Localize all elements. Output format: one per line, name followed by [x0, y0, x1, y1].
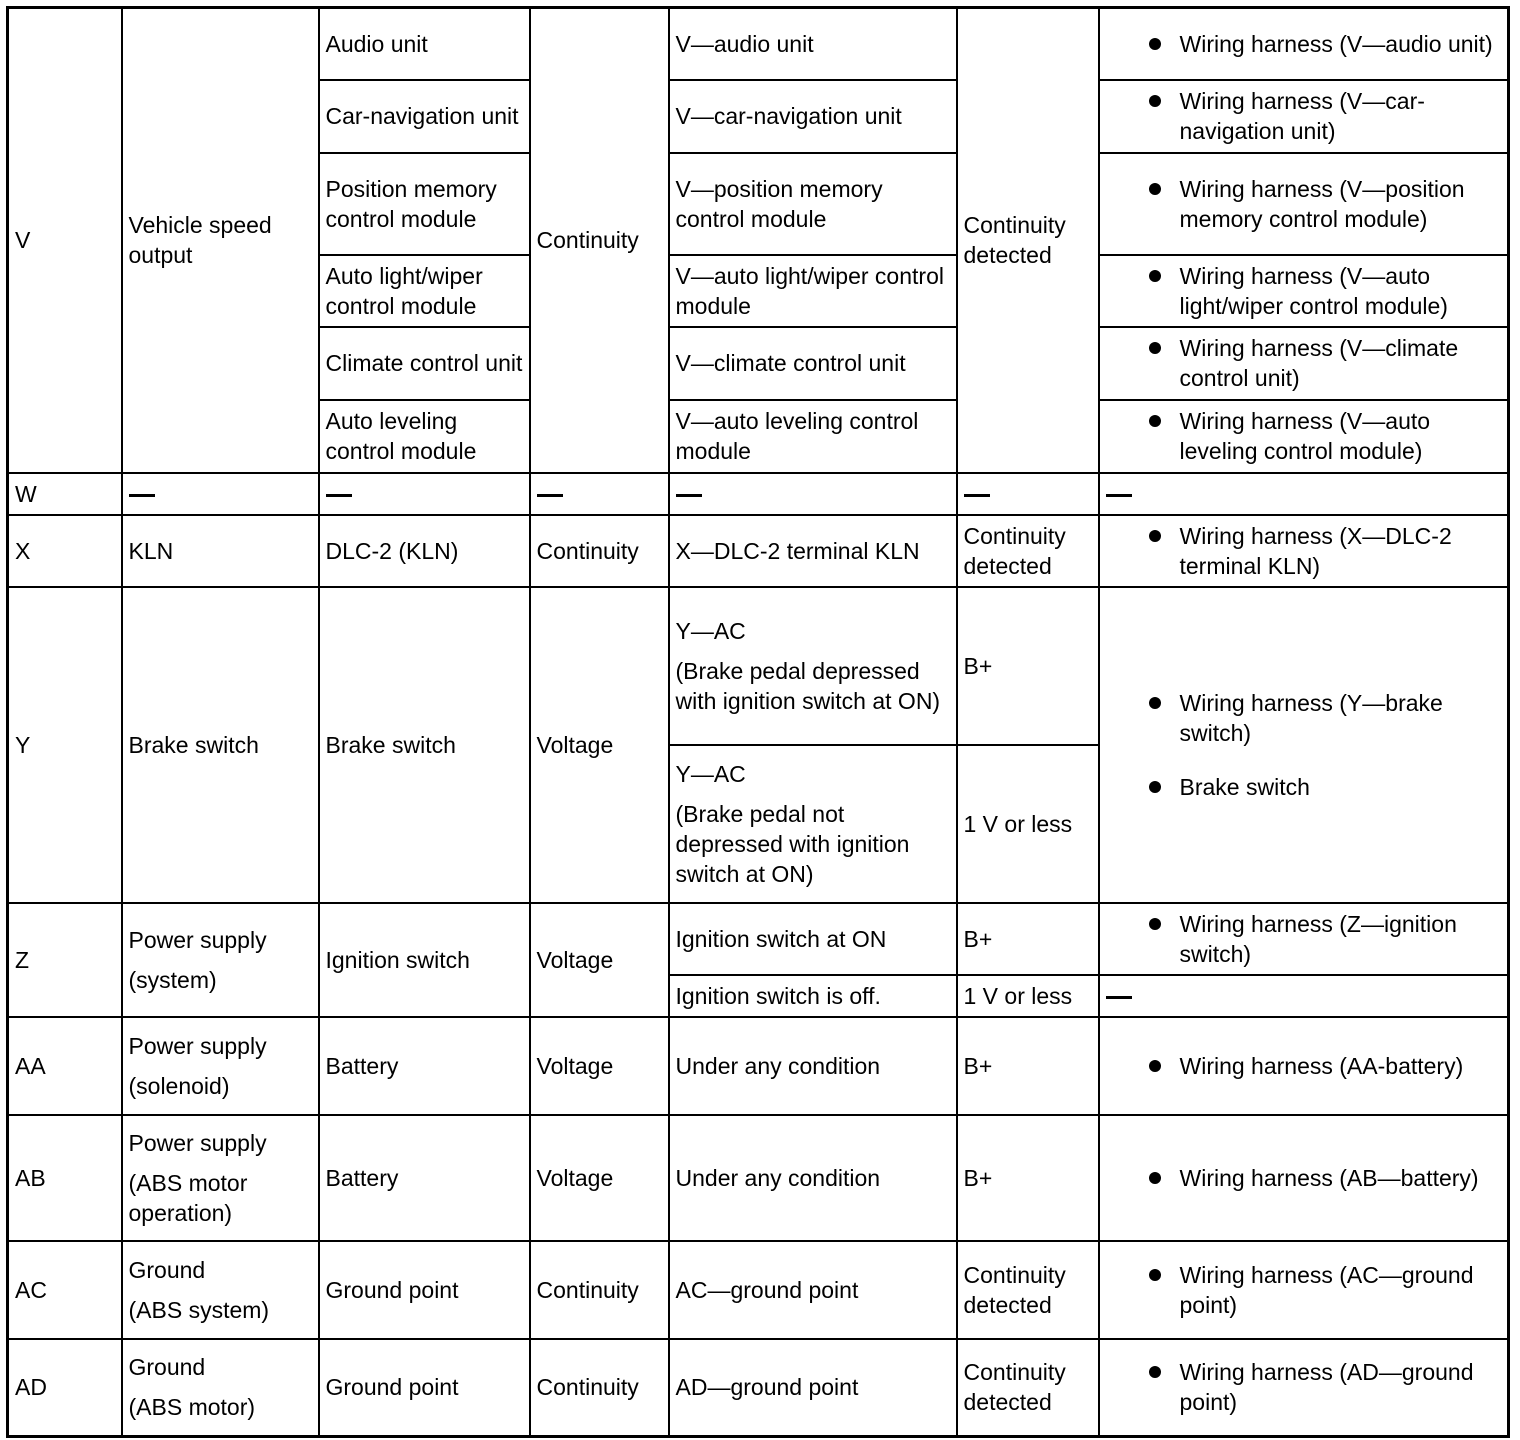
action-item: Wiring harness (V—car-navigation unit): [1106, 86, 1502, 146]
action-cell: [1099, 400, 1509, 473]
action-cell: [1099, 515, 1509, 587]
connected-to-cell: [319, 473, 530, 515]
table-row-ac: [8, 1241, 1509, 1339]
dash-mark: [1106, 983, 1132, 1009]
condition-cell: V—auto leveling control module: [669, 400, 957, 473]
action-item: Wiring harness (V—audio unit): [1106, 29, 1502, 59]
condition-line: Y—AC: [675, 760, 746, 787]
action-cell: [1099, 327, 1509, 400]
condition-cell: Under any condition: [669, 1017, 957, 1115]
action-item: Wiring harness (AD—ground point): [1106, 1357, 1502, 1417]
signal-note: (ABS motor operation): [128, 1169, 248, 1226]
terminal-cell: X: [8, 515, 122, 587]
signal-cell: Brake switch: [122, 587, 319, 903]
condition-cell: Ignition switch at ON: [669, 903, 957, 975]
action-item: Wiring harness (Z—ignition switch): [1106, 909, 1502, 969]
action-item: Wiring harness (Y—brake switch): [1106, 688, 1502, 748]
correct-result-cell: [957, 473, 1099, 515]
action-cell: [1099, 1115, 1509, 1241]
table-row-aa: [8, 1017, 1509, 1115]
test-item-cell: Continuity: [530, 515, 669, 587]
condition-cell: [669, 587, 957, 745]
action-cell: [1099, 975, 1509, 1017]
terminal-cell: AB: [8, 1115, 122, 1241]
table-row-y: [8, 587, 1509, 745]
condition-cell: [669, 745, 957, 903]
condition-cell: V—car-navigation unit: [669, 80, 957, 153]
test-item-cell: Continuity: [530, 8, 669, 473]
signal-cell: [122, 1017, 319, 1115]
signal-cell: Vehicle speed output: [122, 8, 319, 473]
action-item: Wiring harness (V—climate control unit): [1106, 333, 1502, 393]
action-item: Wiring harness (AB—battery): [1106, 1163, 1502, 1193]
test-item-cell: Continuity: [530, 1339, 669, 1437]
test-item-cell: Voltage: [530, 1017, 669, 1115]
condition-cell: V—climate control unit: [669, 327, 957, 400]
condition-cell: [669, 473, 957, 515]
dash-mark: [1106, 481, 1132, 507]
signal-line: Power supply: [128, 1129, 267, 1156]
connected-to-cell: Ignition switch: [319, 903, 530, 1017]
terminal-cell: AC: [8, 1241, 122, 1339]
action-cell: [1099, 903, 1509, 975]
action-item: Wiring harness (X—DLC-2 terminal KLN): [1106, 521, 1502, 581]
correct-result-cell: Continuity detected: [957, 1241, 1099, 1339]
test-item-cell: [530, 473, 669, 515]
terminal-cell: AA: [8, 1017, 122, 1115]
signal-note: (ABS system): [128, 1296, 270, 1323]
action-item: Wiring harness (V—auto leveling control module): [1106, 406, 1502, 466]
terminal-cell: AD: [8, 1339, 122, 1437]
action-item: Wiring harness (V—auto light/wiper control module): [1106, 261, 1502, 321]
action-cell: [1099, 587, 1509, 903]
test-item-cell: Voltage: [530, 587, 669, 903]
action-item: Wiring harness (V—position memory control module): [1106, 174, 1502, 234]
correct-result-cell: B+: [957, 587, 1099, 745]
signal-line: Ground: [128, 1354, 206, 1381]
action-cell: [1099, 1339, 1509, 1437]
condition-cell: X—DLC-2 terminal KLN: [669, 515, 957, 587]
signal-line: Power supply: [128, 1032, 267, 1059]
condition-cell: Ignition switch is off.: [669, 975, 957, 1017]
signal-cell: KLN: [122, 515, 319, 587]
action-item: Wiring harness (AC—ground point): [1106, 1260, 1502, 1320]
correct-result-cell: B+: [957, 1017, 1099, 1115]
condition-cell: V—position memory control module: [669, 153, 957, 255]
action-cell: [1099, 473, 1509, 515]
signal-cell: [122, 1241, 319, 1339]
action-item: Wiring harness (AA-battery): [1106, 1051, 1502, 1081]
correct-result-cell: 1 V or less: [957, 975, 1099, 1017]
table-row-v: [8, 8, 1509, 80]
correct-result-cell: 1 V or less: [957, 745, 1099, 903]
action-item: Brake switch: [1106, 772, 1502, 802]
action-cell: [1099, 153, 1509, 255]
dash-mark: [964, 481, 990, 507]
correct-result-cell: B+: [957, 1115, 1099, 1241]
connected-to-cell: Battery: [319, 1115, 530, 1241]
condition-cell: Under any condition: [669, 1115, 957, 1241]
signal-cell: [122, 473, 319, 515]
connected-to-cell: Brake switch: [319, 587, 530, 903]
terminal-inspection-table: [6, 6, 1510, 1438]
signal-note: (system): [128, 966, 217, 993]
condition-note: (Brake pedal depressed with ignition switch at ON): [675, 657, 941, 714]
connected-to-cell: Auto light/wiper control module: [319, 255, 530, 327]
action-cell: [1099, 255, 1509, 327]
dash-mark: [326, 481, 352, 507]
correct-result-cell: Continuity detected: [957, 1339, 1099, 1437]
table-row-ad: [8, 1339, 1509, 1437]
connected-to-cell: DLC-2 (KLN): [319, 515, 530, 587]
signal-cell: [122, 1339, 319, 1437]
dash-mark: [537, 481, 563, 507]
signal-note: (ABS motor): [128, 1394, 256, 1421]
correct-result-cell: Continuity detected: [957, 515, 1099, 587]
terminal-cell: Y: [8, 587, 122, 903]
dash-mark: [129, 481, 155, 507]
action-cell: [1099, 80, 1509, 153]
terminal-cell: Z: [8, 903, 122, 1017]
connected-to-cell: Auto leveling control module: [319, 400, 530, 473]
connected-to-cell: Ground point: [319, 1241, 530, 1339]
condition-cell: AC—ground point: [669, 1241, 957, 1339]
table-row-z: [8, 903, 1509, 975]
terminal-cell: V: [8, 8, 122, 473]
dash-mark: [676, 481, 702, 507]
table-row-w: [8, 473, 1509, 515]
table-row-ab: [8, 1115, 1509, 1241]
connected-to-cell: Climate control unit: [319, 327, 530, 400]
connected-to-cell: Ground point: [319, 1339, 530, 1437]
signal-line: Ground: [128, 1256, 206, 1283]
condition-cell: AD—ground point: [669, 1339, 957, 1437]
condition-cell: V—audio unit: [669, 8, 957, 80]
test-item-cell: Voltage: [530, 1115, 669, 1241]
connected-to-cell: Audio unit: [319, 8, 530, 80]
test-item-cell: Continuity: [530, 1241, 669, 1339]
condition-note: (Brake pedal not depressed with ignition switch at ON): [675, 800, 910, 887]
condition-line: Y—AC: [675, 617, 746, 644]
terminal-cell: W: [8, 473, 122, 515]
action-cell: [1099, 1017, 1509, 1115]
correct-result-cell: Continuity detected: [957, 8, 1099, 473]
signal-note: (solenoid): [128, 1072, 230, 1099]
connected-to-cell: Car-navigation unit: [319, 80, 530, 153]
connected-to-cell: Position memory control module: [319, 153, 530, 255]
condition-cell: V—auto light/wiper control module: [669, 255, 957, 327]
connected-to-cell: Battery: [319, 1017, 530, 1115]
signal-line: Power supply: [128, 926, 267, 953]
signal-cell: [122, 903, 319, 1017]
correct-result-cell: B+: [957, 903, 1099, 975]
action-cell: [1099, 8, 1509, 80]
signal-cell: [122, 1115, 319, 1241]
test-item-cell: Voltage: [530, 903, 669, 1017]
table-row-x: [8, 515, 1509, 587]
action-cell: [1099, 1241, 1509, 1339]
